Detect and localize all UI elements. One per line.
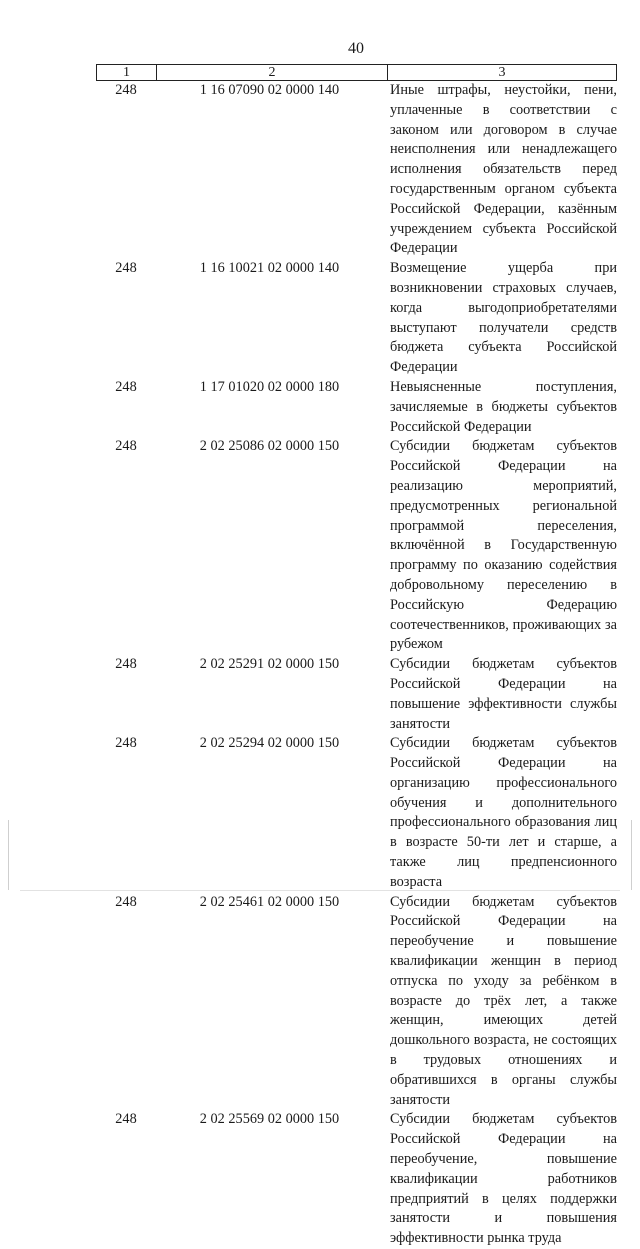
table-row bbox=[96, 734, 617, 892]
admin-code-cell: 248 bbox=[115, 260, 137, 277]
admin-code-cell: 248 bbox=[115, 82, 137, 98]
table-row bbox=[96, 81, 617, 259]
admin-code-cell: 248 bbox=[115, 1111, 137, 1128]
admin-code-cell: 248 bbox=[115, 735, 137, 752]
admin-code-cell: 248 bbox=[115, 656, 137, 673]
kbk-code-cell: 2 02 25569 02 0000 150 bbox=[199, 1111, 340, 1128]
scan-edge-left bbox=[8, 820, 9, 890]
description-cell: Субсидии бюджетам субъектов Российской Федерации на организацию профессионального обучения и дополнительного профессионального образования лиц в возрасте 50-ти лет и старше, а также лиц предпенсионного возраста bbox=[390, 735, 617, 890]
kbk-code-cell: 1 17 01020 02 0000 180 bbox=[199, 378, 340, 395]
scan-edge-bottom bbox=[20, 890, 620, 891]
kbk-code-cell: 2 02 25461 02 0000 150 bbox=[199, 893, 340, 910]
table-row bbox=[96, 893, 617, 1111]
description-cell: Субсидии бюджетам субъектов Российской Федерации на повышение эффективности службы занятости bbox=[390, 656, 617, 732]
header-column-1: 1 bbox=[97, 65, 157, 80]
admin-code-cell: 248 bbox=[115, 438, 137, 455]
page-number: 40 bbox=[348, 40, 364, 57]
description-cell: Субсидии бюджетам субъектов Российской Федерации на переобучение, повышение квалификации работников предприятий в целях поддержки занятости и повышения эффективности рынка труда bbox=[390, 1111, 617, 1247]
description-cell: Возмещение ущерба при возникновении страховых случаев, когда выгодоприобретателями выступают получатели средств бюджета субъекта Российской Федерации bbox=[390, 260, 617, 376]
description-cell: Субсидии бюджетам субъектов Российской Федерации на переобучение и повышение квалификации женщин в период отпуска по уходу за ребёнком в возрасте до трёх лет, а также женщин, имеющих детей дошкольного возраста, не состоящих в трудовых отношениях и обратившихся в органы службы занятости bbox=[390, 893, 617, 1108]
kbk-code-cell: 1 16 10021 02 0000 140 bbox=[199, 260, 340, 277]
kbk-code-cell: 2 02 25294 02 0000 150 bbox=[199, 735, 340, 752]
kbk-code-cell: 1 16 07090 02 0000 140 bbox=[199, 82, 340, 98]
table-header-row bbox=[96, 64, 617, 81]
admin-code-cell: 248 bbox=[115, 893, 137, 910]
scan-edge-right bbox=[631, 820, 632, 890]
kbk-code-cell: 2 02 25291 02 0000 150 bbox=[199, 656, 340, 673]
header-column-2: 2 bbox=[157, 65, 388, 80]
table-row bbox=[96, 1110, 617, 1249]
table-row bbox=[96, 437, 617, 655]
revenue-codes-table bbox=[96, 64, 617, 1249]
header-column-3: 3 bbox=[498, 65, 506, 80]
table-row bbox=[96, 655, 617, 734]
description-cell: Невыясненные поступления, зачисляемые в бюджеты субъектов Российской Федерации bbox=[390, 378, 617, 435]
admin-code-cell: 248 bbox=[115, 378, 137, 395]
table-row bbox=[96, 378, 617, 437]
kbk-code-cell: 2 02 25086 02 0000 150 bbox=[199, 438, 340, 455]
description-cell: Субсидии бюджетам субъектов Российской Федерации на реализацию мероприятий, предусмотренных региональной программой переселения, включённой в Государственную программу по оказанию содействия добровольному переселению в Российскую Федерацию соотечественников, проживающих за рубежом bbox=[390, 438, 617, 653]
description-cell: Иные штрафы, неустойки, пени, уплаченные в соответствии с законом или договором в случае неисполнения или ненадлежащего исполнения обязательств перед государственным органом субъекта Российской Федерации, казённым учреждением субъекта Российской Федерации bbox=[390, 82, 617, 257]
table-row bbox=[96, 259, 617, 378]
